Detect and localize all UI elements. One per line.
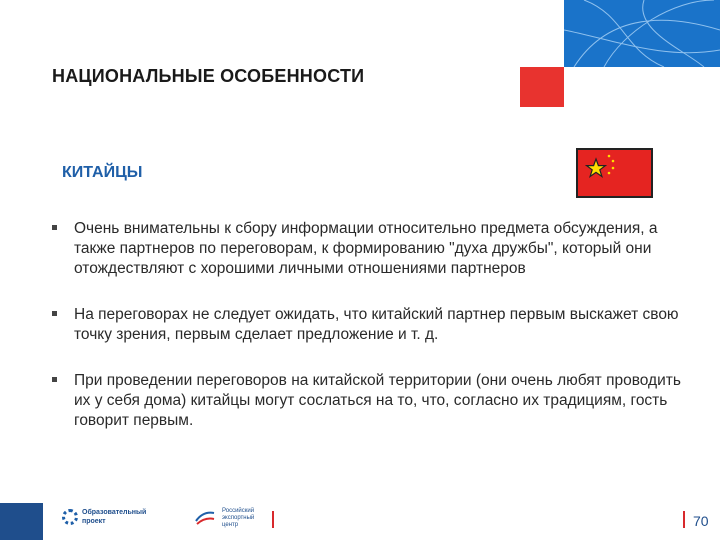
logo-text: Российский экспортный центр [222, 508, 255, 528]
bullet-icon [52, 377, 57, 382]
list-item [52, 305, 692, 345]
bullet-icon [52, 311, 57, 316]
list-item [52, 219, 692, 279]
footer-divider [683, 511, 685, 528]
footer-divider [272, 511, 274, 528]
bullet-text: На переговорах не следует ожидать, что китайский партнер первым выскажет свою точку зрения, первым сделает предложение и т. д. [74, 306, 679, 343]
china-flag-icon [576, 148, 653, 198]
list-item [52, 371, 692, 431]
decorative-blue-block [564, 0, 720, 67]
bullet-list [52, 219, 692, 457]
decorative-red-block [520, 67, 564, 107]
footer-blue-block [0, 503, 43, 540]
export-center-icon [194, 509, 216, 527]
bullet-text: При проведении переговоров на китайской территории (они очень любят проводить их у себя дома) китайцы могут сослаться на то, что, согласно их традициям, гость говорит первым. [74, 372, 681, 429]
education-project-logo [62, 505, 162, 533]
decorative-lines-icon [564, 0, 720, 67]
bullet-icon [52, 225, 57, 230]
slide-title: НАЦИОНАЛЬНЫЕ ОСОБЕННОСТИ [52, 66, 365, 86]
export-center-logo [188, 505, 268, 533]
page-number: 70 [693, 513, 709, 529]
gear-icon [62, 509, 78, 525]
slide-subtitle: КИТАЙЦЫ [62, 164, 143, 181]
logo-text: Образовательный проект [82, 509, 147, 525]
bullet-text: Очень внимательны к сбору информации относительно предмета обсуждения, а также партнеров по переговорам, к формированию "духа дружбы", который они отождествляют с хорошими личными отношениями партнеров [74, 220, 658, 277]
